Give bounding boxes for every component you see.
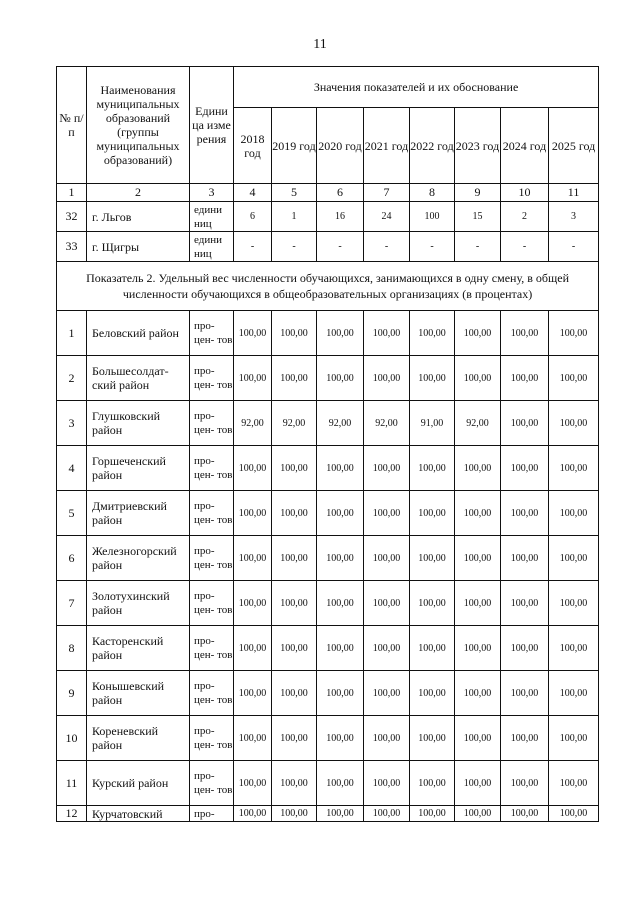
indicator-table (56, 66, 599, 822)
header-unit: Едини ца изме рения (190, 67, 234, 184)
value-cell: 100,00 (455, 536, 501, 581)
unit-cell: про- цен- тов (190, 311, 234, 356)
value-cell: 100,00 (317, 671, 364, 716)
table-row (57, 401, 599, 446)
page-number: 11 (313, 37, 327, 52)
value-cell: 100,00 (455, 446, 501, 491)
column-number: 5 (272, 184, 317, 202)
section-row (57, 262, 599, 311)
value-cell: 100,00 (272, 536, 317, 581)
value-cell: 92,00 (364, 401, 410, 446)
column-number: 8 (410, 184, 455, 202)
table-row (57, 202, 599, 232)
value-cell: 100,00 (234, 446, 272, 491)
row-number: 4 (57, 446, 87, 491)
municipality-name: г. Льгов (87, 202, 190, 232)
column-numbers-row (57, 184, 599, 202)
table-row (57, 581, 599, 626)
value-cell: 100,00 (549, 536, 599, 581)
value-cell: - (501, 232, 549, 262)
value-cell: 100,00 (549, 581, 599, 626)
value-cell: - (549, 232, 599, 262)
value-cell: 100,00 (410, 806, 455, 822)
value-cell: 100,00 (272, 761, 317, 806)
value-cell: 100,00 (317, 806, 364, 822)
value-cell: 100,00 (501, 311, 549, 356)
row-number: 3 (57, 401, 87, 446)
municipality-name: Дмитриевский район (87, 491, 190, 536)
header-year: 2018 год (234, 108, 272, 184)
value-cell: 100,00 (455, 671, 501, 716)
table-row (57, 311, 599, 356)
value-cell: 100,00 (501, 716, 549, 761)
value-cell: 100,00 (317, 536, 364, 581)
column-number: 7 (364, 184, 410, 202)
header-row (57, 67, 599, 108)
header-year: 2021 год (364, 108, 410, 184)
value-cell: 100,00 (234, 716, 272, 761)
unit-cell: про- цен- тов (190, 536, 234, 581)
value-cell: 100,00 (501, 761, 549, 806)
unit-cell: едини ниц (190, 232, 234, 262)
municipality-name: Золотухинский район (87, 581, 190, 626)
value-cell: 100,00 (272, 626, 317, 671)
value-cell: 100,00 (549, 401, 599, 446)
row-number: 8 (57, 626, 87, 671)
header-year: 2024 год (501, 108, 549, 184)
unit-cell: про- цен- тов (190, 356, 234, 401)
value-cell: 100,00 (501, 806, 549, 822)
value-cell: 100 (410, 202, 455, 232)
value-cell: 15 (455, 202, 501, 232)
column-number: 1 (57, 184, 87, 202)
value-cell: 24 (364, 202, 410, 232)
value-cell: 100,00 (234, 491, 272, 536)
value-cell: 100,00 (364, 626, 410, 671)
value-cell: 100,00 (364, 716, 410, 761)
table-row (57, 536, 599, 581)
value-cell: 100,00 (455, 356, 501, 401)
unit-cell: про- цен- тов (190, 491, 234, 536)
value-cell: 100,00 (364, 311, 410, 356)
value-cell: 100,00 (317, 311, 364, 356)
value-cell: - (364, 232, 410, 262)
value-cell: 100,00 (234, 536, 272, 581)
value-cell: 100,00 (272, 716, 317, 761)
unit-cell: едини ниц (190, 202, 234, 232)
value-cell: 100,00 (549, 446, 599, 491)
table-row (57, 716, 599, 761)
value-cell: 100,00 (501, 671, 549, 716)
value-cell: 100,00 (272, 671, 317, 716)
header-year: 2025 год (549, 108, 599, 184)
row-number: 6 (57, 536, 87, 581)
table-row (57, 671, 599, 716)
value-cell: 100,00 (234, 806, 272, 822)
table-row (57, 806, 599, 822)
municipality-name: Беловский район (87, 311, 190, 356)
value-cell: - (410, 232, 455, 262)
column-number: 3 (190, 184, 234, 202)
value-cell: 100,00 (364, 446, 410, 491)
value-cell: 100,00 (501, 356, 549, 401)
header-year: 2019 год (272, 108, 317, 184)
value-cell: 92,00 (234, 401, 272, 446)
value-cell: 100,00 (272, 446, 317, 491)
unit-cell: про- цен- тов (190, 671, 234, 716)
value-cell: 100,00 (272, 356, 317, 401)
value-cell: 92,00 (317, 401, 364, 446)
unit-cell: про- цен- тов (190, 716, 234, 761)
table-row (57, 491, 599, 536)
value-cell: 100,00 (455, 716, 501, 761)
table-row (57, 626, 599, 671)
municipality-name: Касторенский район (87, 626, 190, 671)
value-cell: 100,00 (501, 446, 549, 491)
value-cell: 100,00 (410, 356, 455, 401)
row-number: 32 (57, 202, 87, 232)
value-cell: 2 (501, 202, 549, 232)
column-number: 10 (501, 184, 549, 202)
table-row (57, 761, 599, 806)
value-cell: 100,00 (364, 581, 410, 626)
column-number: 2 (87, 184, 190, 202)
unit-cell: про- цен- тов (190, 581, 234, 626)
value-cell: - (317, 232, 364, 262)
value-cell: 100,00 (549, 671, 599, 716)
value-cell: 100,00 (317, 491, 364, 536)
column-number: 9 (455, 184, 501, 202)
value-cell: 100,00 (501, 581, 549, 626)
row-number: 11 (57, 761, 87, 806)
value-cell: 100,00 (410, 761, 455, 806)
value-cell: 100,00 (317, 626, 364, 671)
municipality-name: Конышевский район (87, 671, 190, 716)
row-number: 33 (57, 232, 87, 262)
value-cell: 100,00 (364, 356, 410, 401)
unit-cell: про- цен- тов (190, 446, 234, 491)
row-number: 1 (57, 311, 87, 356)
row-number: 9 (57, 671, 87, 716)
value-cell: 3 (549, 202, 599, 232)
header-num: № п/п (57, 67, 87, 184)
value-cell: 100,00 (364, 761, 410, 806)
value-cell: 100,00 (410, 536, 455, 581)
value-cell: - (272, 232, 317, 262)
value-cell: 100,00 (410, 716, 455, 761)
value-cell: 100,00 (234, 581, 272, 626)
value-cell: 100,00 (364, 491, 410, 536)
unit-cell: про- цен- тов (190, 626, 234, 671)
value-cell: 16 (317, 202, 364, 232)
value-cell: 100,00 (272, 806, 317, 822)
value-cell: 100,00 (410, 626, 455, 671)
row-number: 2 (57, 356, 87, 401)
section-title: Показатель 2. Удельный вес численности обучающихся, занимающихся в одну смену, в общей численности обучающихся в общеобразовательных организациях (в процентах) (57, 262, 599, 311)
column-number: 11 (549, 184, 599, 202)
unit-cell: про- (190, 806, 234, 822)
value-cell: 100,00 (455, 626, 501, 671)
value-cell: 100,00 (317, 446, 364, 491)
row-number: 10 (57, 716, 87, 761)
row-number: 7 (57, 581, 87, 626)
unit-cell: про- цен- тов (190, 761, 234, 806)
value-cell: 100,00 (455, 581, 501, 626)
table-row (57, 232, 599, 262)
value-cell: 100,00 (410, 446, 455, 491)
value-cell: 100,00 (455, 311, 501, 356)
value-cell: 6 (234, 202, 272, 232)
value-cell: 100,00 (549, 626, 599, 671)
value-cell: - (455, 232, 501, 262)
value-cell: 100,00 (410, 491, 455, 536)
value-cell: 100,00 (410, 581, 455, 626)
table-row (57, 356, 599, 401)
value-cell: 100,00 (364, 806, 410, 822)
value-cell: 100,00 (549, 356, 599, 401)
value-cell: 100,00 (501, 626, 549, 671)
header-year: 2020 год (317, 108, 364, 184)
value-cell: 1 (272, 202, 317, 232)
value-cell: 100,00 (234, 626, 272, 671)
value-cell: 100,00 (455, 491, 501, 536)
value-cell: 100,00 (501, 536, 549, 581)
value-cell: 100,00 (317, 716, 364, 761)
municipality-name: г. Щигры (87, 232, 190, 262)
value-cell: 100,00 (234, 761, 272, 806)
value-cell: 100,00 (410, 311, 455, 356)
municipality-name: Курчатовский (87, 806, 190, 822)
header-year: 2023 год (455, 108, 501, 184)
value-cell: 100,00 (364, 536, 410, 581)
value-cell: 100,00 (317, 356, 364, 401)
municipality-name: Курский район (87, 761, 190, 806)
value-cell: 100,00 (234, 356, 272, 401)
value-cell: 100,00 (272, 311, 317, 356)
value-cell: 100,00 (234, 311, 272, 356)
header-year: 2022 год (410, 108, 455, 184)
value-cell: 100,00 (317, 761, 364, 806)
value-cell: 100,00 (549, 491, 599, 536)
municipality-name: Большесолдат- ский район (87, 356, 190, 401)
column-number: 4 (234, 184, 272, 202)
municipality-name: Железногорский район (87, 536, 190, 581)
value-cell: 92,00 (272, 401, 317, 446)
header-values-title: Значения показателей и их обоснование (234, 67, 599, 108)
table-row (57, 446, 599, 491)
value-cell: 91,00 (410, 401, 455, 446)
value-cell: 100,00 (410, 671, 455, 716)
row-number: 5 (57, 491, 87, 536)
value-cell: 100,00 (549, 806, 599, 822)
value-cell: 100,00 (549, 761, 599, 806)
value-cell: - (234, 232, 272, 262)
value-cell: 100,00 (234, 671, 272, 716)
value-cell: 100,00 (272, 491, 317, 536)
value-cell: 100,00 (455, 806, 501, 822)
value-cell: 100,00 (317, 581, 364, 626)
column-number: 6 (317, 184, 364, 202)
municipality-name: Горшеченский район (87, 446, 190, 491)
value-cell: 100,00 (501, 491, 549, 536)
value-cell: 100,00 (455, 761, 501, 806)
value-cell: 100,00 (364, 671, 410, 716)
municipality-name: Глушковский район (87, 401, 190, 446)
value-cell: 100,00 (549, 311, 599, 356)
unit-cell: про- цен- тов (190, 401, 234, 446)
row-number: 12 (57, 806, 87, 822)
value-cell: 100,00 (549, 716, 599, 761)
value-cell: 92,00 (455, 401, 501, 446)
header-name: Наименования муниципальных образований (группы муниципальных образований) (87, 67, 190, 184)
value-cell: 100,00 (501, 401, 549, 446)
value-cell: 100,00 (272, 581, 317, 626)
municipality-name: Кореневский район (87, 716, 190, 761)
